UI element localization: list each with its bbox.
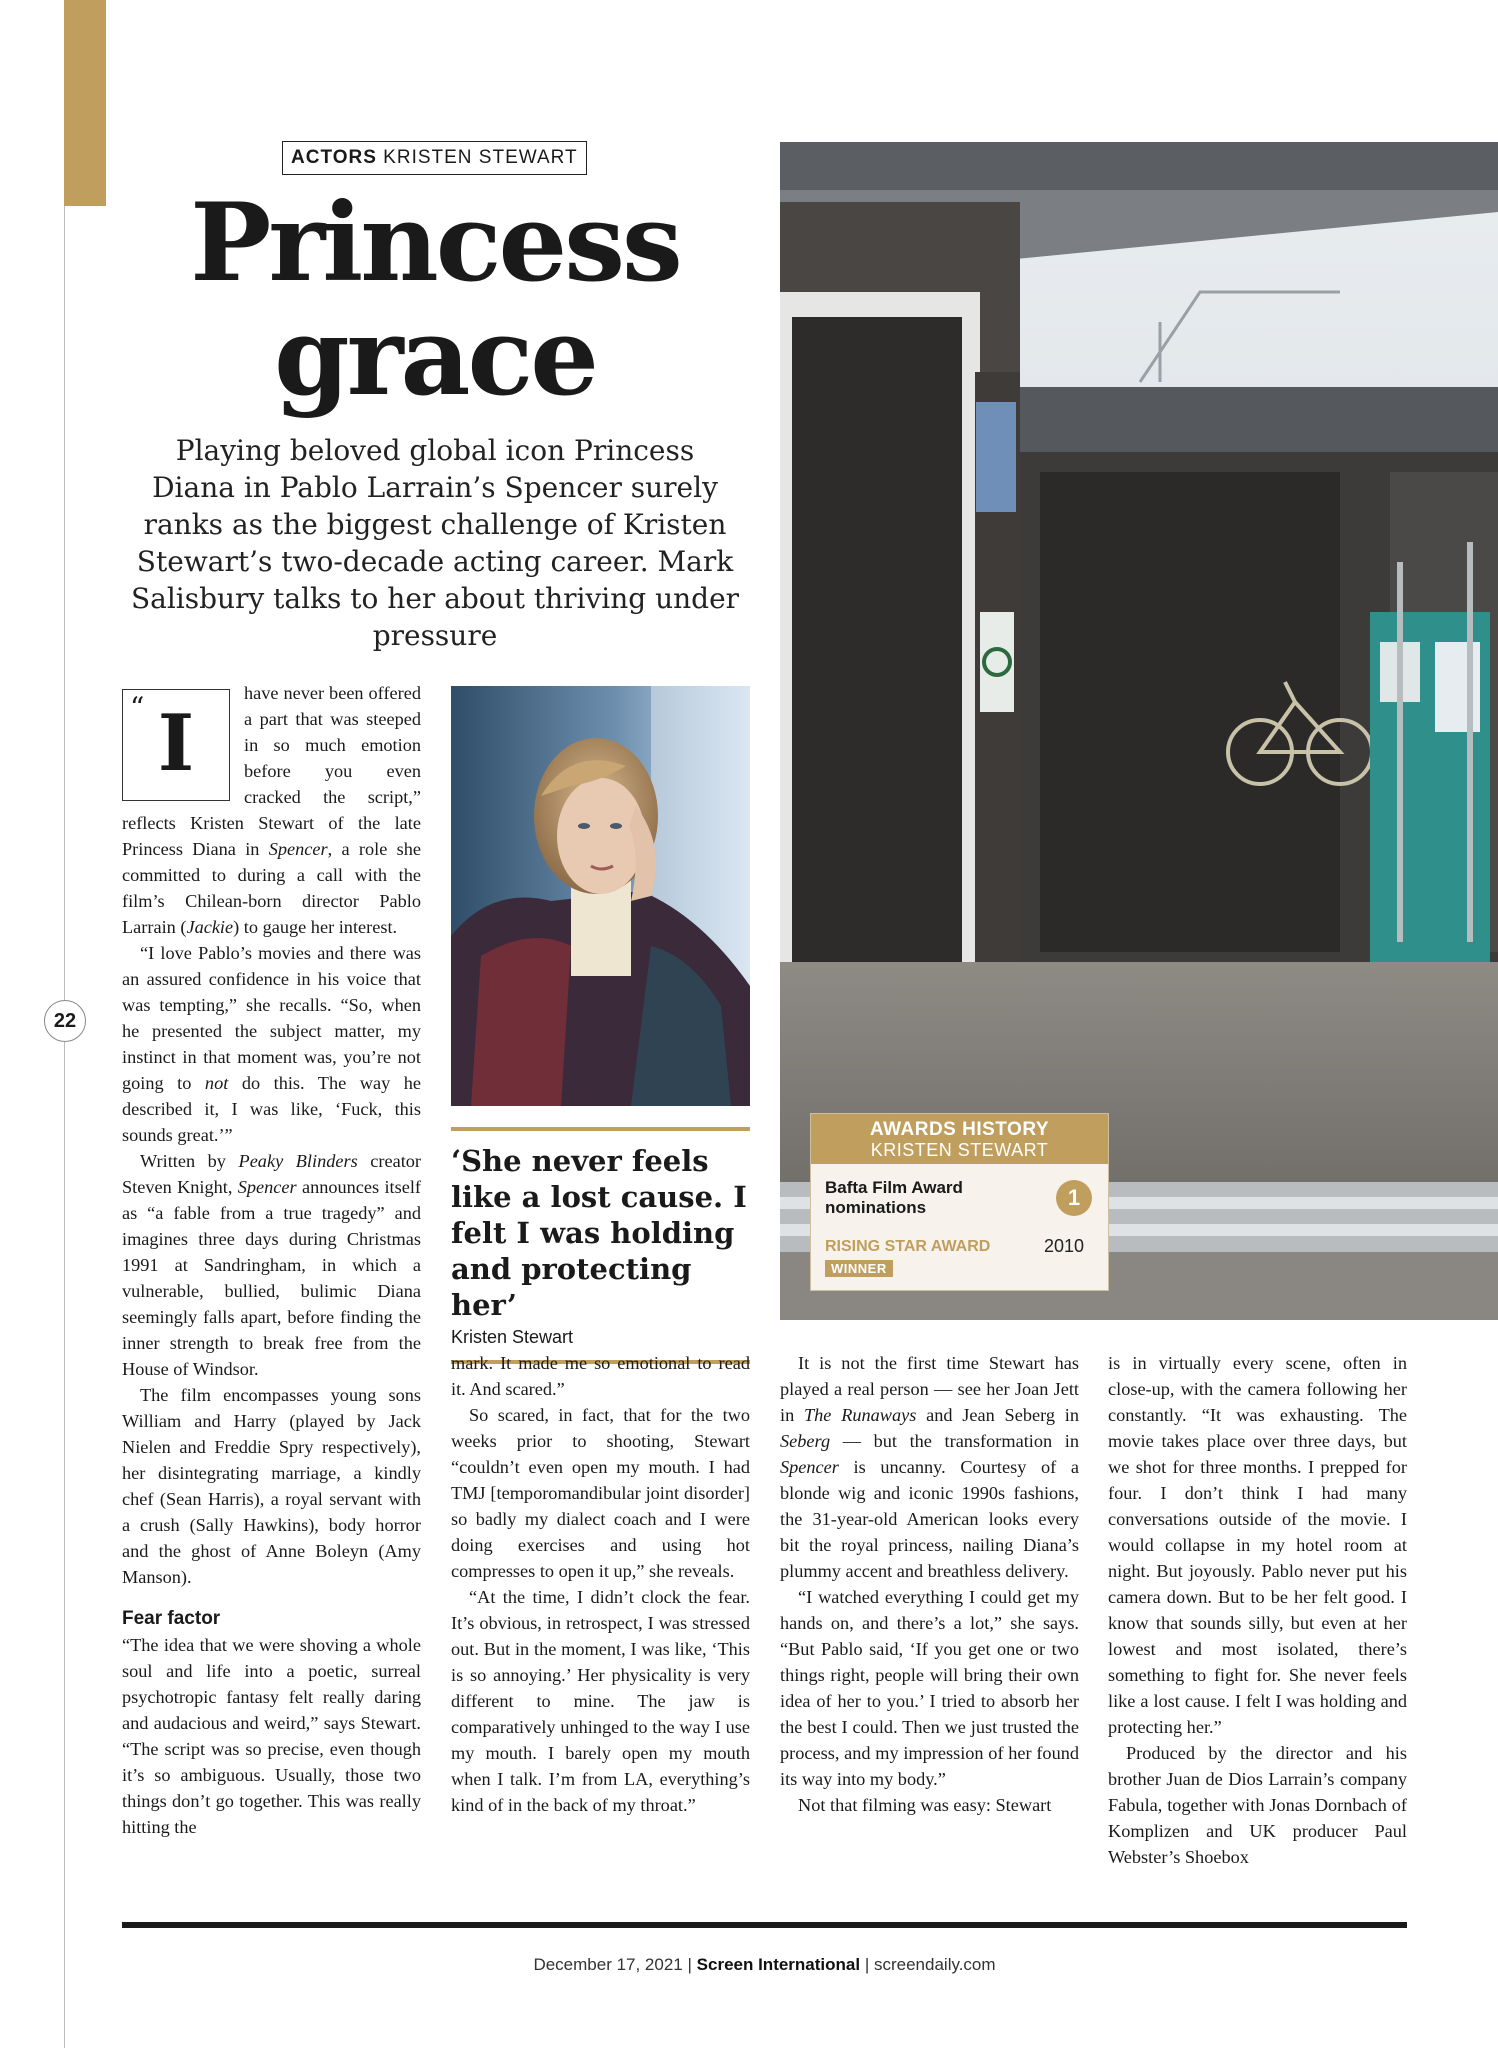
body-paragraph: have never been offered a part that was steeped in so much emotion before you even cracked the script,” reflects Kristen Stewart of the late Princess Diana in Spencer, a role she committed to during a call with the film’s Chilean-born director Pablo Larrain (Jackie) to gauge her interest.: [122, 683, 421, 937]
pull-quote-text: ‘She never feels like a lost cause. I felt I was holding and protecting her’: [451, 1144, 747, 1322]
award-name: RISING STAR AWARD: [825, 1238, 991, 1255]
article-column-2: [451, 1350, 750, 1818]
body-paragraph: The film encompasses young sons William and Harry (played by Jack Nielen and Freddie Spry respectively), her disintegrating marriage, a kindly chef (Sean Harris), a royal servant with a crush (Sally Hawkins), body horror and the ghost of Anne Boleyn (Amy Manson).: [122, 1385, 421, 1587]
footer: [122, 1955, 1407, 1975]
footer-date: December 17, 2021: [533, 1955, 683, 1974]
awards-title: AWARDS HISTORY: [869, 1119, 1050, 1140]
body-paragraph: So scared, in fact, that for the two weeks prior to shooting, Stewart “couldn’t even open my mouth. I had TMJ [temporomandibular joint disorder] so badly my dialect coach and I were doing exercises and using hot compresses to open it up,” she reveals.: [451, 1405, 750, 1581]
article-column-4: [1108, 1350, 1407, 1870]
portrait-image: [451, 686, 750, 1106]
body-paragraph: mark. It made me so emotional to read it. And scared.”: [451, 1353, 750, 1399]
footer-website: screendaily.com: [873, 1955, 996, 1974]
body-paragraph: is in virtually every scene, often in close-up, with the camera following her constantly. “It was exhausting. The movie takes place over three days, but we shot for three months. I prepped for four. I don’t think I had many conversations outside of the movie. I would collapse in my hotel room at night. But joyously. Pablo never put his camera down. But to be her felt good. I know that sounds silly, but even at her lowest and most isolated, there’s something to fight for. She never feels like a lost cause. I felt I was holding and protecting her.”: [1108, 1353, 1407, 1737]
body-paragraph: Not that filming was easy: Stewart: [798, 1795, 1052, 1815]
awards-count-badge: 1: [1056, 1180, 1092, 1216]
awards-header: [811, 1114, 1108, 1164]
dropcap-letter: I: [157, 698, 195, 789]
headline-line1: Princess: [190, 180, 680, 306]
footer-separator: |: [864, 1955, 870, 1974]
body-paragraph: “At the time, I didn’t clock the fear. It’s obvious, in retrospect, I was stressed out. But in the moment, I was like, ‘This is so annoying.’ Her physicality is very different to mine. The jaw is comparatively unhinged to the way I use my mouth. I barely open my mouth when I talk. I’m from LA, everything’s kind of in the back of my throat.”: [451, 1587, 750, 1815]
body-paragraph: “The idea that we were shoving a whole soul and life into a poetic, surreal psychotropic fantasy felt really daring and audacious and weird,” says Stewart. “The script was so precise, even though it’s so ambiguous. Usually, those two things don’t go together. This was really hitting the: [122, 1635, 421, 1837]
footer-rule: [122, 1922, 1407, 1928]
article-column-1: [122, 680, 421, 1840]
section-kicker: [282, 141, 587, 175]
kicker-section: ACTORS: [291, 147, 377, 168]
pull-quote: [451, 1127, 750, 1364]
subheading: Fear factor: [122, 1608, 221, 1629]
margin-rule: [64, 206, 65, 2048]
kicker-subject: KRISTEN STEWART: [383, 147, 578, 168]
dropcap-quote-mark: “: [130, 691, 145, 724]
body-paragraph: Written by Peaky Blinders creator Steven Knight, Spencer announces itself as “a fable from a true tragedy” and imagines three days during Christmas 1991 at Sandringham, in which a vulnerable, bullied, bulimic Diana seemingly falls apart, before finding the inner strength to break free from the House of Windsor.: [122, 1151, 422, 1379]
headline-line2: grace: [274, 294, 596, 420]
portrait-photo: [451, 686, 750, 1106]
body-paragraph: It is not the first time Stewart has played a real person — see her Joan Jett in The Runaways and Jean Seberg in Seberg — but the transformation in Spencer is uncanny. Courtesy of a blonde wig and iconic 1990s fashions, the 31-year-old American looks every bit the royal princess, nailing Diana’s plummy accent and breathless delivery.: [780, 1353, 1079, 1581]
awards-category: Bafta Film Award nominations: [825, 1178, 963, 1217]
gold-tab: [64, 0, 106, 206]
pull-quote-attribution: Kristen Stewart: [451, 1327, 574, 1347]
awards-subtitle: KRISTEN STEWART: [870, 1140, 1049, 1160]
awards-history-box: [810, 1113, 1109, 1291]
article-column-3: [780, 1350, 1079, 1818]
body-paragraph: “I watched everything I could get my hands on, and there’s a lot,” she says. “But Pablo said, ‘If you get one or two things right, people will bring their own idea of her to you.’ I tried to absorb her the best I could. Then we just trusted the process, and my impression of her found its way into my body.”: [780, 1587, 1079, 1789]
award-result-badge: WINNER: [825, 1260, 893, 1277]
body-paragraph: “I love Pablo’s movies and there was an assured confidence in his voice that was tempting,” she recalls. “So, when he presented the subject matter, my instinct in that moment was, you’re not going to not do this. The way he described it, I was like, ‘Fuck, this sounds great.’”: [122, 943, 421, 1145]
headline: [130, 180, 740, 420]
footer-publication: Screen International: [696, 1955, 861, 1974]
body-paragraph: Produced by the director and his brother Juan de Dios Larrain’s company Fabula, together with Jonas Dornbach of Komplizen and UK producer Paul Webster’s Shoebox: [1108, 1743, 1407, 1867]
page-number: 22: [44, 1000, 86, 1042]
footer-separator: |: [687, 1955, 692, 1974]
award-year: 2010: [1044, 1236, 1085, 1256]
dropcap: [122, 689, 230, 801]
standfirst: Playing beloved global icon Princess Diana in Pablo Larrain’s Spencer surely ranks as the biggest challenge of Kristen Stewart’s two-decade acting career. Mark Salisbury talks to her about thriving under pressure: [130, 434, 740, 652]
